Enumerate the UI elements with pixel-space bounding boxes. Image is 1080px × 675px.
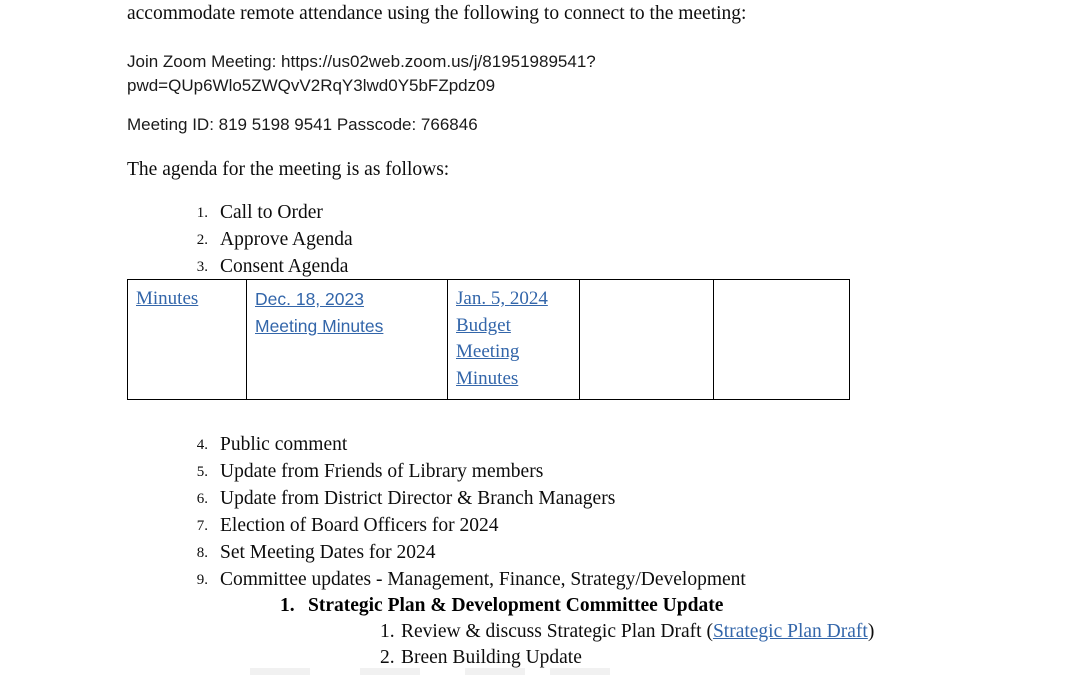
- subsub-item-label: Review & discuss Strategic Plan Draft (: [401, 621, 713, 642]
- agenda-item-number: 6.: [196, 491, 208, 507]
- zoom-join-line-2: pwd=QUp6Wlo5ZWQvV2RqY3lwd0Y5bFZpdz09: [127, 76, 496, 95]
- agenda-item-label: Consent Agenda: [220, 256, 349, 277]
- subitem-label: Strategic Plan & Development Committee Update: [308, 595, 724, 616]
- agenda-item: [186, 566, 746, 593]
- agenda-item-number: 2.: [196, 232, 208, 248]
- agenda-item-number: 4.: [196, 437, 208, 453]
- agenda-item: [186, 539, 746, 566]
- agenda-item-label: Update from District Director & Branch Managers: [220, 488, 616, 509]
- minutes-link[interactable]: Jan. 5, 2024: [456, 288, 548, 309]
- zoom-join-line-1: Join Zoom Meeting: https://us02web.zoom.us/j/81951989541?: [127, 52, 596, 71]
- subsub-item-number: 1.: [380, 621, 395, 642]
- minutes-link[interactable]: Minutes: [136, 288, 199, 309]
- agenda-intro: The agenda for the meeting is as follows:: [127, 159, 450, 180]
- subitem-number: 1.: [280, 595, 295, 616]
- agenda-item-number: 5.: [196, 464, 208, 480]
- agenda-item: [186, 458, 746, 485]
- agenda-item: [186, 485, 746, 512]
- agenda-item-number: 8.: [196, 545, 208, 561]
- strategic-plan-draft-link[interactable]: Strategic Plan Draft: [712, 621, 868, 642]
- agenda-item-number: 3.: [196, 259, 208, 275]
- table-row: [128, 280, 850, 400]
- agenda-item: [186, 226, 353, 253]
- subsub-item-label-suffix: ): [867, 621, 875, 642]
- agenda-item-label: Public comment: [220, 434, 348, 455]
- table-cell: [247, 280, 448, 400]
- subitem-strategic-plan: [280, 592, 723, 619]
- agenda-item-label: Election of Board Officers for 2024: [220, 515, 499, 536]
- agenda-item: [186, 512, 746, 539]
- agenda-item-label: Approve Agenda: [220, 229, 353, 250]
- minutes-link[interactable]: Budget: [456, 314, 511, 336]
- subsub-item-label: Breen Building Update: [401, 647, 582, 668]
- table-cell: [580, 280, 714, 400]
- agenda-item: [186, 431, 746, 458]
- agenda-list-bottom: [186, 431, 746, 593]
- agenda-list-top: [186, 199, 353, 280]
- minutes-table: [127, 279, 850, 400]
- agenda-item-number: 7.: [196, 518, 208, 534]
- agenda-item-label: Call to Order: [220, 202, 323, 223]
- agenda-item: [186, 199, 353, 226]
- agenda-item-number: 9.: [196, 572, 208, 588]
- intro-paragraph: accommodate remote attendance using the following to connect to the meeting:: [127, 3, 747, 24]
- minutes-link[interactable]: Dec. 18, 2023: [255, 289, 364, 309]
- agenda-item-number: 1.: [196, 205, 208, 221]
- table-cell: [714, 280, 850, 400]
- agenda-item-label: Update from Friends of Library members: [220, 461, 544, 482]
- meeting-credentials: Meeting ID: 819 5198 9541 Passcode: 766846: [127, 115, 478, 134]
- minutes-link[interactable]: Minutes: [456, 367, 519, 389]
- page-bottom-cutoff: [250, 668, 770, 675]
- minutes-link[interactable]: Meeting Minutes: [255, 315, 384, 336]
- table-cell: [128, 280, 247, 400]
- agenda-item-label: Committee updates - Management, Finance, Strategy/Development: [220, 569, 746, 590]
- agenda-item: [186, 253, 353, 280]
- minutes-link[interactable]: Meeting: [456, 341, 520, 362]
- subsub-item-number: 2.: [380, 647, 395, 668]
- table-cell: [448, 280, 580, 400]
- agenda-item-label: Set Meeting Dates for 2024: [220, 542, 436, 563]
- subsub-item: [380, 619, 874, 645]
